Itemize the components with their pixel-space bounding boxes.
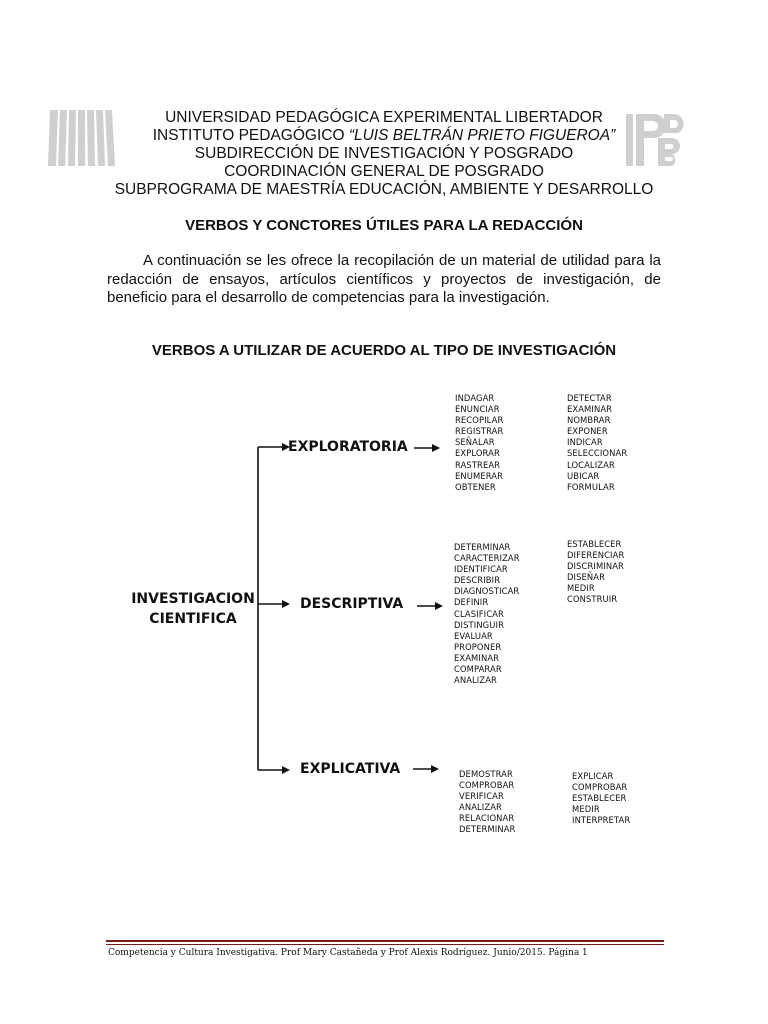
root-line2: CIENTIFICA [149, 611, 237, 627]
branch-explicativa: EXPLICATIVA [300, 761, 401, 777]
section-title: VERBOS A UTILIZAR DE ACUERDO AL TIPO DE INVESTIGACIÓN [151, 342, 617, 359]
verb-item: CLASIFICAR [454, 608, 504, 619]
verb-item: DETERMINAR [454, 542, 511, 552]
verb-item: LOCALIZAR [567, 459, 615, 470]
verb-item: ENUNCIAR [455, 404, 500, 415]
branch-descriptiva: DESCRIPTIVA [300, 596, 404, 612]
verb-item: ANALIZAR [459, 802, 502, 813]
verb-item: VERIFICAR [459, 791, 504, 802]
verb-item: NOMBRAR [567, 415, 611, 426]
verb-item: DIFERENCIAR [567, 550, 625, 561]
verb-item: COMPROBAR [459, 780, 515, 791]
verb-item: CONSTRUIR [567, 594, 618, 605]
header-university: UNIVERSIDAD PEDAGÓGICA EXPERIMENTAL LIBERTADOR [165, 109, 603, 126]
verb-item: OBTENER [455, 481, 496, 492]
verb-item: IDENTIFICAR [454, 564, 508, 575]
descriptiva-verbs-col2 [567, 539, 624, 606]
header-institute-prefix: INSTITUTO PEDAGÓGICO [152, 127, 349, 144]
header-institute-name: “LUIS BELTRÁN PRIETO FIGUEROA” [348, 127, 616, 144]
verb-item: MEDIR [567, 583, 595, 594]
verb-item: DETECTAR [567, 393, 612, 403]
verb-item: DEMOSTRAR [459, 769, 513, 779]
verb-item: EXAMINAR [567, 404, 613, 415]
header-subprogram: SUBPROGRAMA DE MAESTRÍA EDUCACIÓN, AMBIENTE Y DESARROLLO [114, 181, 654, 198]
verb-item: DETERMINAR [459, 824, 516, 835]
header-coordination: COORDINACIÓN GENERAL DE POSGRADO [224, 163, 544, 180]
verb-item: ENUMERAR [455, 470, 504, 481]
verb-item: DEFINIR [454, 597, 489, 608]
exploratoria-verbs-col1 [455, 393, 503, 493]
verb-item: SEÑALAR [455, 437, 495, 448]
verb-item: FORMULAR [567, 481, 615, 492]
footer-text: Competencia y Cultura Investigativa. Prof Mary Castañeda y Prof Alexis Rodríguez. Junio/2015. Página 1 [108, 948, 588, 958]
exploratoria-verbs-col2 [567, 393, 627, 493]
verb-item: DIAGNOSTICAR [454, 586, 520, 597]
intro-paragraph: A continuación se les ofrece la recopilación de un material de utilidad para la redacción de ensayos, artículos científicos y proyectos de investigación, de beneficio para el desarrollo de competencias para la investigación. [107, 252, 661, 306]
branch-exploratoria: EXPLORATORIA [288, 439, 408, 455]
footer-rule-bottom [106, 944, 664, 945]
verb-item: COMPARAR [454, 664, 502, 675]
verb-item: ESTABLECER [572, 793, 627, 804]
descriptiva-verbs-col1 [454, 542, 520, 686]
verb-item: REGISTRAR [455, 426, 504, 437]
verb-item: PROPONER [454, 641, 502, 652]
verb-item: CARACTERIZAR [454, 553, 520, 564]
header-subdirection: SUBDIRECCIÓN DE INVESTIGACIÓN Y POSGRADO [194, 145, 574, 162]
verb-item: EXPLORAR [455, 448, 500, 459]
verb-item: INDICAR [567, 437, 603, 448]
verb-item: UBICAR [567, 470, 600, 481]
verb-item: RASTREAR [455, 459, 501, 470]
verb-item: INDAGAR [455, 393, 495, 403]
verb-item: SELECCIONAR [567, 448, 628, 459]
root-node [118, 589, 268, 629]
verb-item: EXPONER [567, 426, 608, 437]
verb-item: EVALUAR [454, 630, 493, 641]
verb-item: DISEÑAR [567, 572, 606, 583]
explicativa-verbs-col1 [459, 769, 515, 836]
verb-item: COMPROBAR [572, 782, 628, 793]
verb-item: RECOPILAR [455, 415, 504, 426]
verb-item: MEDIR [572, 804, 600, 815]
verb-item: DISTINGUIR [454, 619, 504, 630]
verb-item: EXPLICAR [572, 771, 614, 781]
verb-item: DISCRIMINAR [567, 561, 624, 572]
verb-item: RELACIONAR [459, 813, 515, 824]
verb-item: EXAMINAR [454, 652, 500, 663]
verb-item: DESCRIBIR [454, 575, 501, 586]
root-line1: INVESTIGACION [131, 591, 255, 607]
verb-item: INTERPRETAR [572, 815, 631, 826]
explicativa-verbs-col2 [572, 771, 630, 826]
verb-item: ESTABLECER [567, 539, 622, 549]
document-title: VERBOS Y CONCTORES ÚTILES PARA LA REDACCIÓN [185, 217, 583, 234]
verb-item: ANALIZAR [454, 675, 497, 686]
footer-rule-top [106, 940, 664, 942]
